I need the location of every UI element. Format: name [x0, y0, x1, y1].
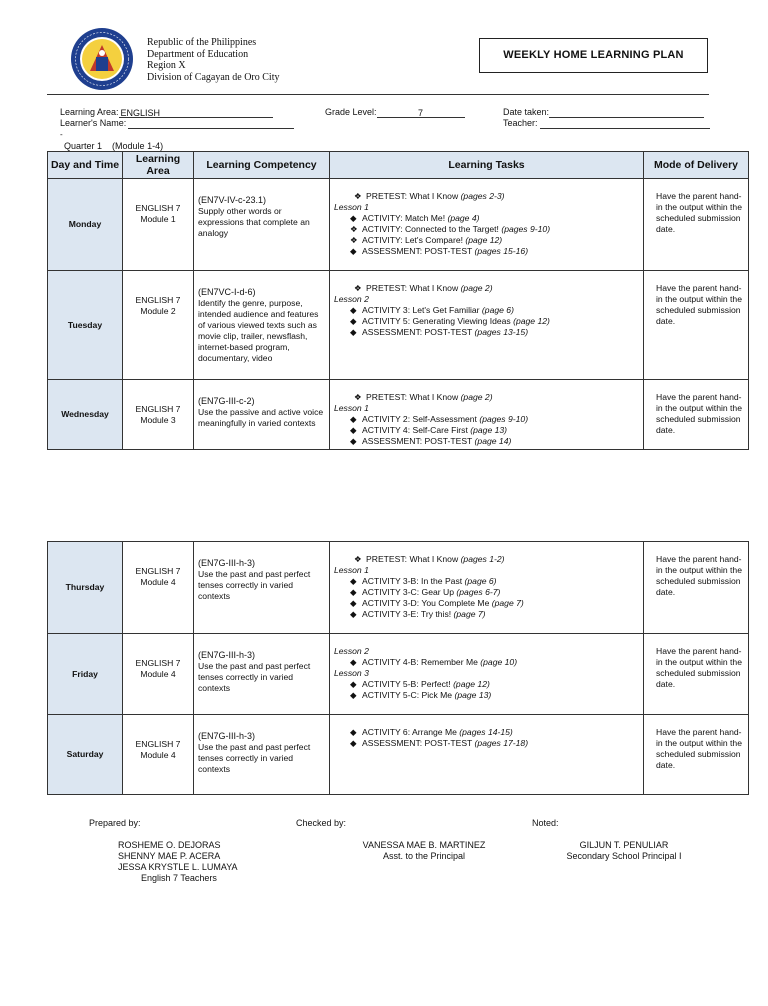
mode-of-delivery-cell: Have the parent hand-in the output within the scheduled submission date. [644, 634, 749, 715]
learning-plan-table-2 [47, 541, 749, 795]
task-text: ACTIVITY 4: Self-Care First [362, 425, 471, 435]
task-item [334, 587, 639, 598]
task-pages: (pages 15-16) [474, 246, 529, 256]
competency-cell [194, 542, 330, 634]
day-cell: Wednesday [48, 380, 123, 450]
task-item [334, 283, 639, 294]
noted-label: Noted: [532, 818, 559, 828]
task-item [334, 213, 639, 224]
date-taken-field[interactable] [503, 107, 704, 118]
task-pages: (pages 9-10) [479, 414, 529, 424]
task-item [334, 598, 639, 609]
day-cell: Tuesday [48, 271, 123, 380]
grade-level-field [325, 107, 465, 118]
task-item [334, 414, 639, 425]
bullet-icon: ❖ [350, 235, 358, 245]
competency-code: (EN7VC-I-d-6) [198, 287, 256, 297]
task-pages: (page 12) [465, 235, 503, 245]
task-pages: (page 12) [453, 679, 490, 689]
task-text: ACTIVITY 2: Self-Assessment [362, 414, 480, 424]
area-subject: ENGLISH 7 [135, 203, 181, 213]
task-item [334, 738, 639, 749]
task-pages: (pages 1-2) [460, 554, 505, 564]
table-row [48, 715, 749, 795]
dash-mark: - [60, 130, 63, 139]
area-module: Module 4 [140, 577, 176, 587]
header-region: Region X [147, 60, 186, 71]
task-text: PRETEST: What I Know [366, 191, 461, 201]
task-pages: (page 2) [460, 283, 493, 293]
table-row [48, 634, 749, 715]
learning-area-label: Learning Area: [60, 107, 119, 117]
mode-of-delivery-cell: Have the parent hand-in the output within the scheduled submission date. [644, 179, 749, 271]
day-cell: Monday [48, 179, 123, 271]
mode-of-delivery-cell: Have the parent hand-in the output within the scheduled submission date. [644, 271, 749, 380]
day-cell: Saturday [48, 715, 123, 795]
competency-text: Use the passive and active voice meaningfully in varied contexts [198, 407, 324, 428]
bullet-icon: ❖ [354, 554, 362, 564]
competency-cell [194, 634, 330, 715]
task-pages: (page 10) [480, 657, 518, 667]
learner-name-label: Learner's Name: [60, 118, 127, 128]
task-pages: (pages 6-7) [456, 587, 501, 597]
col-mode-of-delivery: Mode of Delivery [644, 152, 749, 179]
task-item [334, 327, 639, 338]
prepared-name: ROSHEME O. DEJORAS [118, 840, 221, 850]
bullet-icon: ◆ [350, 414, 357, 424]
area-subject: ENGLISH 7 [135, 566, 181, 576]
bullet-icon: ◆ [350, 738, 357, 748]
prepared-by-block [118, 840, 238, 884]
task-item [334, 657, 639, 668]
task-text: ACTIVITY 5-C: Pick Me [362, 690, 455, 700]
header-divider [47, 94, 709, 95]
header-department: Department of Education [147, 48, 249, 60]
document-title: WEEKLY HOME LEARNING PLAN [479, 38, 708, 73]
competency-code: (EN7V-IV-c-23.1) [198, 195, 267, 205]
area-module: Module 3 [140, 415, 176, 425]
task-text: ASSESSMENT: POST-TEST [362, 246, 475, 256]
competency-code: (EN7G-III-c-2) [198, 396, 255, 406]
task-text: ASSESSMENT: POST-TEST [362, 436, 475, 446]
task-text: ACTIVITY 3-C: Gear Up [362, 587, 457, 597]
task-item [334, 305, 639, 316]
task-pages: (page 14) [474, 436, 512, 446]
learning-area-cell [123, 634, 194, 715]
task-pages: (page 6) [464, 576, 497, 586]
col-day-time: Day and Time [48, 152, 123, 179]
bullet-icon: ❖ [350, 224, 358, 234]
mode-of-delivery-cell: Have the parent hand-in the output within the scheduled submission date. [644, 542, 749, 634]
noted-role: Secondary School Principal I [566, 851, 682, 861]
date-taken-label: Date taken: [503, 107, 550, 117]
learning-area-cell [123, 271, 194, 380]
task-text: ACTIVITY 5-B: Perfect! [362, 679, 454, 689]
competency-cell [194, 380, 330, 450]
teacher-field[interactable] [503, 118, 710, 129]
prepared-role: English 7 Teachers [141, 873, 217, 883]
agency-header [147, 37, 279, 83]
task-pages: (pages 2-3) [460, 191, 505, 201]
table-row [48, 179, 749, 271]
competency-text: Use the past and past perfect tenses correctly in varied contexts [198, 569, 311, 601]
task-pages: (page 2) [460, 392, 493, 402]
bullet-icon: ◆ [350, 246, 357, 256]
col-learning-competency: Learning Competency [194, 152, 330, 179]
competency-code: (EN7G-III-h-3) [198, 650, 256, 660]
task-pages: (pages 9-10) [501, 224, 551, 234]
learning-tasks-cell [330, 715, 644, 795]
checked-name: VANESSA MAE B. MARTINEZ [362, 840, 486, 850]
quarter-label: Quarter 1 [64, 141, 103, 151]
task-text: ACTIVITY 4-B: Remember Me [362, 657, 481, 667]
competency-code: (EN7G-III-h-3) [198, 558, 256, 568]
learning-tasks-cell [330, 542, 644, 634]
learner-name-blank[interactable] [128, 119, 294, 129]
teacher-label: Teacher: [503, 118, 538, 128]
bullet-icon: ◆ [350, 609, 357, 619]
learning-area-cell [123, 715, 194, 795]
task-text: ACTIVITY 6: Arrange Me [362, 727, 460, 737]
task-text: ACTIVITY 3-B: In the Past [362, 576, 465, 586]
task-pages: (page 6) [481, 305, 514, 315]
area-module: Module 4 [140, 669, 176, 679]
checked-by-block [354, 840, 494, 862]
bullet-icon: ◆ [350, 598, 357, 608]
task-pages: (page 7) [491, 598, 524, 608]
col-learning-tasks: Learning Tasks [330, 152, 644, 179]
task-item [334, 425, 639, 436]
task-item [334, 554, 639, 565]
task-text: PRETEST: What I Know [366, 392, 461, 402]
table-header-row [48, 152, 749, 179]
task-pages: (pages 17-18) [474, 738, 529, 748]
mode-of-delivery-cell: Have the parent hand-in the output within the scheduled submission date. [644, 380, 749, 450]
date-taken-blank[interactable] [549, 108, 704, 118]
bullet-icon: ◆ [350, 327, 357, 337]
bullet-icon: ◆ [350, 576, 357, 586]
task-pages: (pages 13-15) [474, 327, 529, 337]
task-item [334, 679, 639, 690]
learning-area-value: ENGLISH [120, 108, 161, 118]
bullet-icon: ❖ [354, 392, 362, 402]
bullet-icon: ◆ [350, 657, 357, 667]
learning-tasks-cell [330, 380, 644, 450]
day-cell: Friday [48, 634, 123, 715]
bullet-icon: ◆ [350, 690, 357, 700]
header-division: Division of Cagayan de Oro City [147, 71, 280, 83]
lesson-label: Lesson 1 [334, 565, 369, 575]
bullet-icon: ◆ [350, 316, 357, 326]
task-item [334, 392, 639, 403]
learning-tasks-cell [330, 179, 644, 271]
noted-block [556, 840, 692, 862]
header-republic: Republic of the Philippines [147, 37, 257, 48]
task-pages: (page 4) [447, 213, 480, 223]
learning-tasks-cell [330, 271, 644, 380]
learner-name-field[interactable] [60, 118, 294, 129]
noted-name: GILJUN T. PENULIAR [579, 840, 669, 850]
task-text: ACTIVITY 3-D: You Complete Me [362, 598, 492, 608]
lesson-label: Lesson 1 [334, 403, 369, 413]
prepared-name: JESSA KRYSTLE L. LUMAYA [118, 862, 238, 872]
area-subject: ENGLISH 7 [135, 404, 181, 414]
teacher-blank[interactable] [540, 119, 710, 129]
competency-text: Supply other words or expressions that complete an analogy [198, 206, 310, 238]
bullet-icon: ◆ [350, 425, 357, 435]
task-pages: (page 12) [513, 316, 550, 326]
competency-cell [194, 715, 330, 795]
lesson-label: Lesson 1 [334, 202, 369, 212]
task-item [334, 191, 639, 202]
bullet-icon: ◆ [350, 213, 357, 223]
task-text: PRETEST: What I Know [366, 554, 461, 564]
bullet-icon: ◆ [350, 727, 357, 737]
learning-area-cell [123, 179, 194, 271]
checked-by-label: Checked by: [296, 818, 347, 828]
task-item [334, 224, 639, 235]
learning-area-cell [123, 542, 194, 634]
task-item [334, 436, 639, 447]
learning-area-field [60, 107, 273, 118]
area-module: Module 2 [140, 306, 176, 316]
task-pages: (pages 14-15) [459, 727, 513, 737]
deped-seal-logo [70, 27, 134, 91]
competency-text: Use the past and past perfect tenses correctly in varied contexts [198, 661, 311, 693]
lesson-label: Lesson 3 [334, 668, 369, 678]
bullet-icon: ◆ [350, 436, 357, 446]
task-item [334, 235, 639, 246]
task-text: ACTIVITY: Match Me! [362, 213, 448, 223]
learning-tasks-cell [330, 634, 644, 715]
task-pages: (page 13) [454, 690, 492, 700]
bullet-icon: ❖ [354, 191, 362, 201]
table-row [48, 380, 749, 450]
task-item [334, 316, 639, 327]
bullet-icon: ❖ [354, 283, 362, 293]
lesson-label: Lesson 2 [334, 646, 369, 656]
task-item [334, 246, 639, 257]
grade-level-value: 7 [418, 108, 424, 118]
task-text: ACTIVITY 5: Generating Viewing Ideas [362, 316, 514, 326]
task-item [334, 576, 639, 587]
area-module: Module 1 [140, 214, 176, 224]
task-item [334, 690, 639, 701]
task-text: ACTIVITY 3-E: Try this! [362, 609, 454, 619]
competency-cell [194, 179, 330, 271]
area-subject: ENGLISH 7 [135, 739, 181, 749]
grade-level-label: Grade Level: [325, 107, 377, 117]
competency-text: Use the past and past perfect tenses correctly in varied contexts [198, 742, 311, 774]
bullet-icon: ◆ [350, 587, 357, 597]
area-module: Module 4 [140, 750, 176, 760]
learning-area-cell [123, 380, 194, 450]
bullet-icon: ◆ [350, 305, 357, 315]
table-row [48, 542, 749, 634]
task-text: ACTIVITY: Let's Compare! [362, 235, 466, 245]
prepared-name: SHENNY MAE P. ACERA [118, 851, 221, 861]
mode-of-delivery-cell: Have the parent hand-in the output within the scheduled submission date. [644, 715, 749, 795]
competency-text: Identify the genre, purpose, intended audience and features of various viewed texts such as movie clip, trailer, newsflash, internet-based program, documentary, video [198, 298, 319, 363]
day-cell: Thursday [48, 542, 123, 634]
checked-role: Asst. to the Principal [382, 851, 466, 861]
learning-plan-table-1 [47, 151, 749, 450]
task-pages: (page 13) [470, 425, 508, 435]
lesson-label: Lesson 2 [334, 294, 369, 304]
competency-cell [194, 271, 330, 380]
task-item [334, 727, 639, 738]
task-text: ASSESSMENT: POST-TEST [362, 738, 475, 748]
prepared-by-label: Prepared by: [89, 818, 141, 828]
task-pages: (page 7) [453, 609, 486, 619]
module-range: (Module 1-4) [112, 141, 164, 151]
task-text: PRETEST: What I Know [366, 283, 461, 293]
task-text: ACTIVITY: Connected to the Target! [362, 224, 502, 234]
task-text: ACTIVITY 3: Let's Get Familiar [362, 305, 482, 315]
area-subject: ENGLISH 7 [135, 658, 181, 668]
table-row [48, 271, 749, 380]
task-text: ASSESSMENT: POST-TEST [362, 327, 475, 337]
competency-code: (EN7G-III-h-3) [198, 731, 256, 741]
task-item [334, 609, 639, 620]
area-subject: ENGLISH 7 [135, 295, 181, 305]
bullet-icon: ◆ [350, 679, 357, 689]
col-learning-area: Learning Area [123, 152, 194, 179]
